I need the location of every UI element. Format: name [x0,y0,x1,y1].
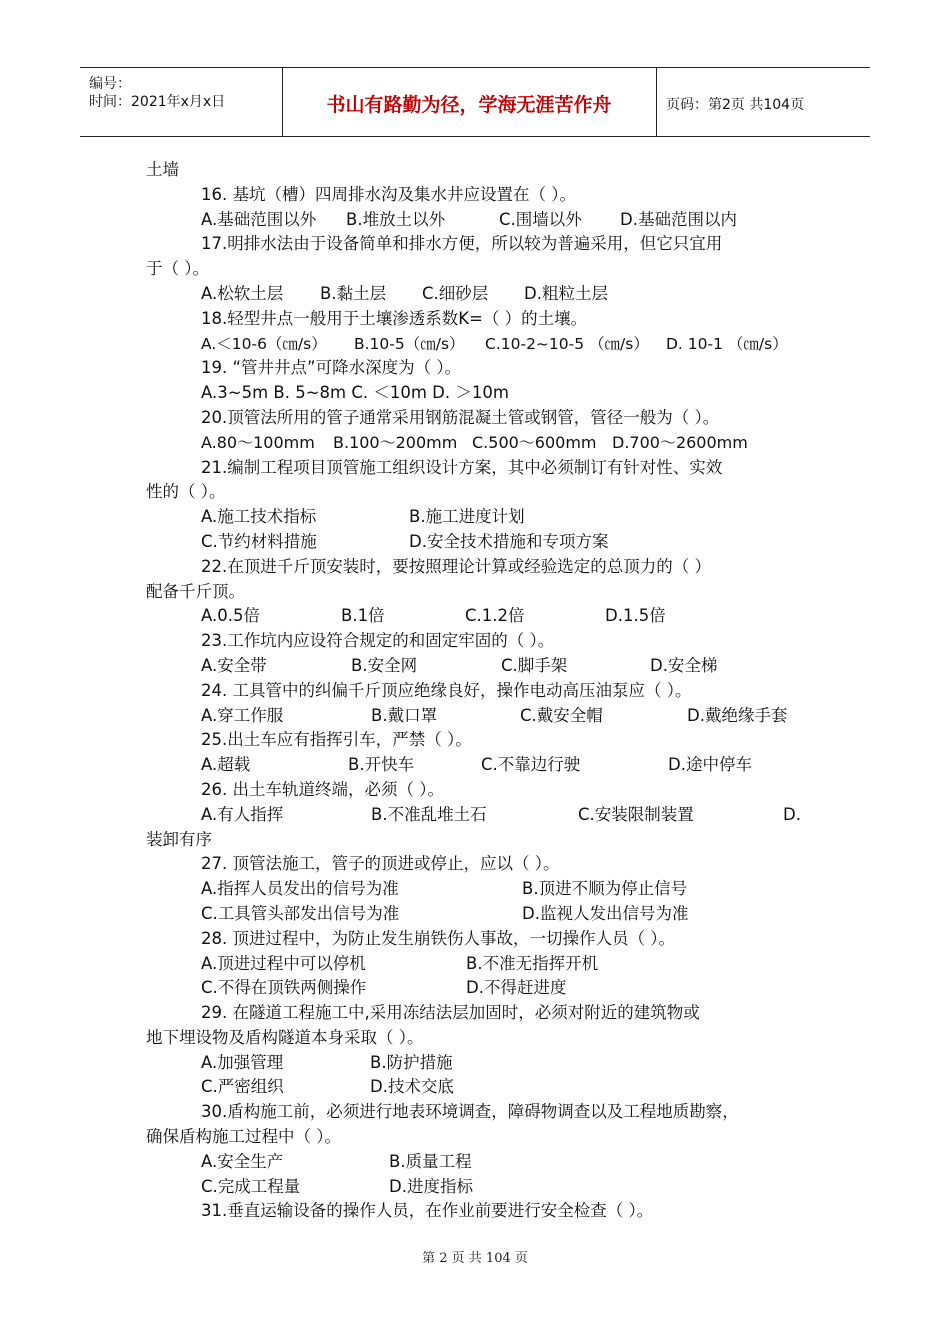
option-d: D. [783,804,801,824]
option-a: A.超载 [201,755,251,775]
question-22-cont: 配备千斤顶。 [146,581,245,601]
option-c: C.围墙以外 [499,209,582,229]
option-d: D.安全技术措施和专项方案 [409,531,609,551]
options-q30-row2 [146,1175,810,1200]
option-b: B.防护措施 [370,1052,453,1072]
option-b: B.开快车 [348,755,415,775]
question-20: 20.顶管法所用的管子通常采用钢筋混凝土管或钢管，管径一般为（ ）。 [201,407,720,427]
page-header [80,67,870,137]
options-q25 [146,753,810,778]
option-a: A.0.5倍 [201,606,260,626]
question-28: 28. 顶进过程中，为防止发生崩铁伤人事故，一切操作人员（ ）。 [201,928,675,948]
question-30-cont: 确保盾构施工过程中（ ）。 [146,1127,341,1147]
question-19: 19. “管井井点”可降水深度为（ ）。 [201,358,462,378]
question-17: 17.明排水法由于设备简单和排水方便，所以较为普遍采用，但它只宜用 [201,234,723,254]
option-d: D.进度指标 [389,1176,473,1196]
options-q23 [146,654,810,679]
question-22: 22.在顶进千斤顶安装时，要按照理论计算或经验选定的总顶力的（ ） [201,556,711,576]
question-18: 18.轻型井点一般用于土壤渗透系数K=（ ）的土壤。 [201,308,588,328]
option-d: D.戴绝缘手套 [687,705,788,725]
options-q28-row1 [146,952,810,977]
option-b: B.1倍 [341,606,385,626]
options-q29-row2 [146,1075,810,1100]
option-c: C.安装限制装置 [578,804,694,824]
option-c: C.严密组织 [201,1077,284,1097]
option-c: C.1.2倍 [465,606,525,626]
question-21: 21.编制工程项目顶管施工组织设计方案，其中必须制订有针对性、实效 [201,457,723,477]
option-d: D.安全梯 [650,655,718,675]
option-d: D.监视人发出信号为准 [522,903,689,923]
option-d-cont: 装卸有序 [146,829,212,849]
text-line: 土墙 [146,160,179,179]
option-a: A.安全带 [201,655,267,675]
option-a: A.指挥人员发出的信号为准 [201,879,399,899]
option-b: B.100～200mm [333,432,458,452]
option-d: D.基础范围以内 [620,209,737,229]
question-17-cont: 于（ ）。 [146,259,209,279]
question-21-cont: 性的（ ）。 [146,482,226,502]
option-c: C.细砂层 [422,283,489,303]
option-a: A.施工技术指标 [201,507,317,527]
option-d: D.技术交底 [370,1077,454,1097]
options-q16 [146,208,810,233]
option-c: C.不得在顶铁两侧操作 [201,978,367,998]
option-c: C.戴安全帽 [520,705,603,725]
option-c: C.工具管头部发出信号为准 [201,903,400,923]
date-label: 时间：2021年x月x日 [89,94,226,110]
option-a: A.安全生产 [201,1151,284,1171]
options-q27-row2 [146,902,810,927]
options-q21-row2 [146,530,810,555]
options-q30-row1 [146,1150,810,1175]
option-c: C.500～600mm [472,432,597,452]
question-16: 16. 基坑（槽）四周排水沟及集水井应设置在（ ）。 [201,184,576,204]
header-meta-cell [80,68,283,136]
option-c: C.节约材料措施 [201,531,317,551]
option-a: A.＜10-6（㎝/s） [201,334,327,353]
option-b: B.安全网 [351,655,418,675]
options-q24 [146,704,810,729]
option-b: B.不准无指挥开机 [466,953,599,973]
header-motto: 书山有路勤为径，学海无涯苦作舟 [326,94,612,116]
question-24: 24. 工具管中的纠偏千斤顶应绝缘良好，操作电动高压油泵应（ ）。 [201,680,692,700]
option-b: B.堆放土以外 [346,209,446,229]
option-b: B.10-5（㎝/s） [354,334,465,353]
options-q27-row1 [146,877,810,902]
header-page-cell [656,68,871,136]
option-d: D.粗粒土层 [524,283,608,303]
question-26: 26. 出土车轨道终端，必须（ ）。 [201,779,444,799]
option-b: B.戴口罩 [371,705,438,725]
question-25: 25.出土车应有指挥引车，严禁（ ）。 [201,730,472,750]
code-label: 编号： [89,76,131,92]
options-q28-row2 [146,976,810,1001]
option-a: A.顶进过程中可以停机 [201,953,366,973]
option-b: B.施工进度计划 [409,507,525,527]
question-30: 30.盾构施工前，必须进行地表环境调查，障碍物调查以及工程地质勘察， [201,1102,739,1122]
option-a: A.穿工作服 [201,705,284,725]
option-b: B.顶进不顺为停止信号 [522,879,688,899]
options-q19: A.3~5m B. 5~8m C. ＜10m D. ＞10m [201,383,509,403]
question-29-cont: 地下埋设物及盾构隧道本身采取（ ）。 [146,1027,424,1047]
option-b: B.黏土层 [320,283,387,303]
page-info: 页码：第2页 共104页 [666,97,805,113]
option-b: B.质量工程 [389,1151,472,1171]
page-footer: 第 2 页 共 104 页 [422,1251,528,1266]
options-q17 [146,282,810,307]
option-c: C.不靠边行驶 [481,755,581,775]
options-q22 [146,604,810,629]
question-23: 23.工作坑内应设符合规定的和固定牢固的（ ）。 [201,631,555,651]
options-q21-row1 [146,505,810,530]
option-a: A.有人指挥 [201,804,284,824]
option-c: C.10-2~10-5 （㎝/s） [485,334,649,353]
question-31: 31.垂直运输设备的操作人员，在作业前要进行安全检查（ ）。 [201,1201,654,1221]
option-d: D.1.5倍 [605,606,666,626]
option-c: C.脚手架 [501,655,568,675]
options-q26 [146,803,810,828]
option-a: A.基础范围以外 [201,209,317,229]
document-body [146,158,810,1224]
option-d: D. 10-1 （㎝/s） [666,334,788,353]
question-29: 29. 在隧道工程施工中,采用冻结法层加固时，必须对附近的建筑物或 [201,1003,700,1023]
options-q18 [146,332,810,357]
option-d: D.700～2600mm [612,432,748,452]
option-c: C.完成工程量 [201,1176,301,1196]
option-a: A.80～100mm [201,432,315,452]
options-q20 [146,431,810,456]
question-27: 27. 顶管法施工，管子的顶进或停止，应以（ ）。 [201,854,560,874]
option-b: B.不准乱堆土石 [371,804,487,824]
option-d: D.途中停车 [668,755,752,775]
option-a: A.松软土层 [201,283,284,303]
option-d: D.不得赶进度 [466,978,567,998]
option-a: A.加强管理 [201,1052,284,1072]
options-q29-row1 [146,1051,810,1076]
